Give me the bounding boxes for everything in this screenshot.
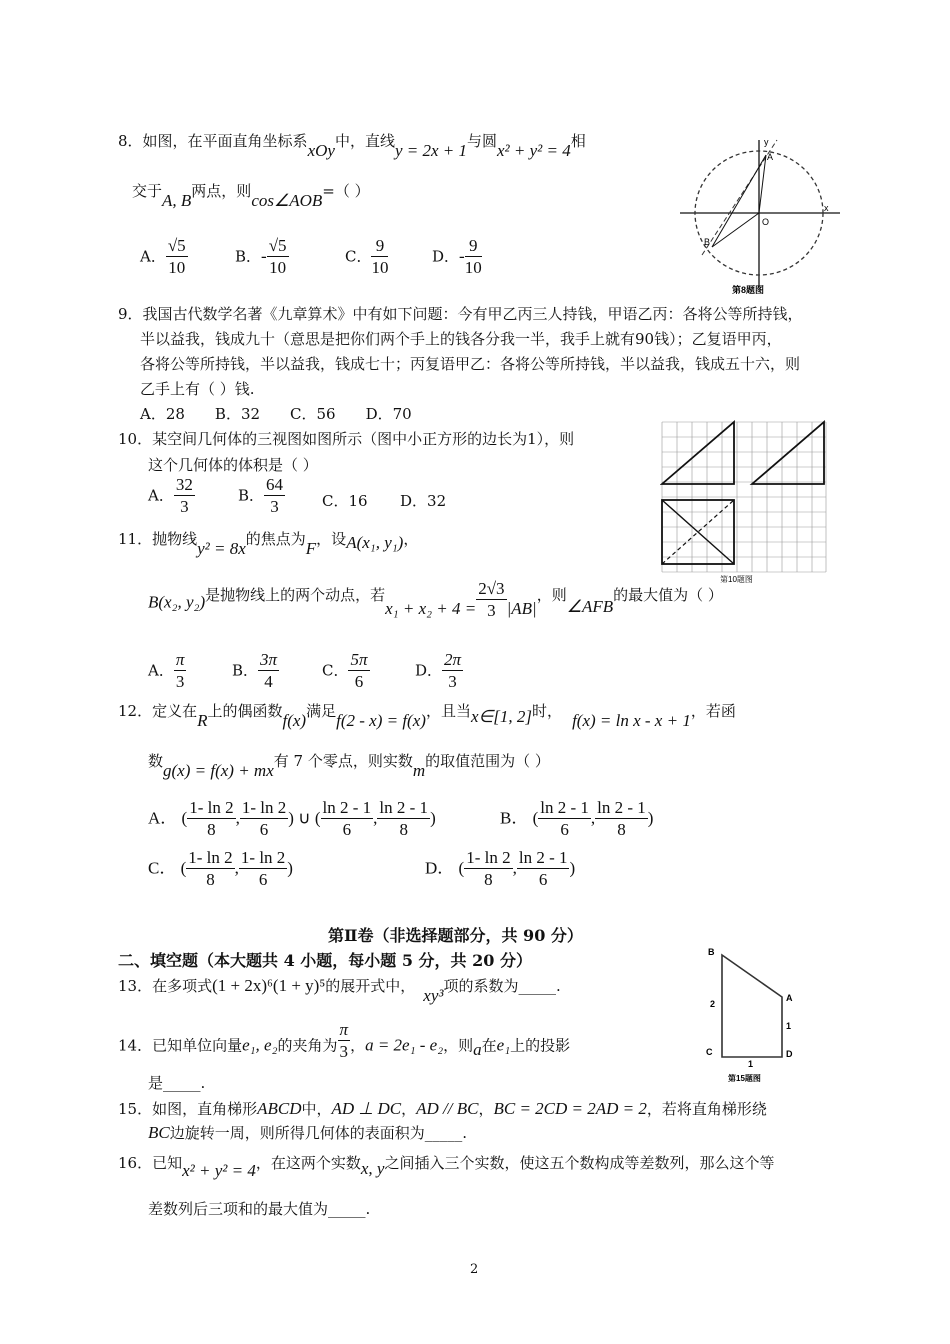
- q12-text: 数: [148, 752, 164, 770]
- q12-math: f(x): [282, 711, 307, 730]
- q8-option: [235, 236, 289, 279]
- frac-num: 2π: [444, 650, 462, 669]
- q11-text: ，则: [536, 585, 567, 604]
- q11-text: 的最大值为（ ）: [613, 585, 723, 604]
- q8-math-circle: x² + y² = 4: [497, 141, 571, 160]
- q15-text: ，若将直角梯形绕: [646, 1100, 767, 1118]
- q10-option-d: D．32: [400, 492, 447, 510]
- paren: ): [288, 808, 294, 828]
- label-1: 1: [786, 1021, 792, 1031]
- frac-num: π: [175, 650, 185, 669]
- figure-caption: 第8题图: [732, 285, 765, 295]
- frac-num: 1- ln 2: [241, 798, 287, 817]
- label-a: A: [786, 993, 793, 1003]
- frac-den: 4: [264, 672, 273, 691]
- comma: ,: [234, 858, 239, 878]
- q8-option: [140, 236, 188, 279]
- label-b: B: [704, 237, 711, 247]
- frac-num: 2√3: [478, 579, 505, 598]
- q8-math-ab: A, B: [162, 191, 192, 210]
- q12-text: ，且当: [425, 702, 471, 720]
- q12-math: f(2 - x) = f(x): [336, 711, 426, 730]
- q8-math-cos: cos∠AOB: [251, 191, 323, 210]
- q11-math: ∠AFB: [566, 596, 614, 616]
- q14-text: ，: [350, 1036, 366, 1055]
- q16-math: x² + y² = 4: [182, 1161, 256, 1180]
- frac-num: 32: [175, 475, 193, 494]
- front-view: [662, 422, 734, 484]
- label-x: x: [824, 203, 829, 213]
- figure-q15: [700, 935, 810, 1085]
- frac-num: 5π: [350, 650, 368, 669]
- frac-den: 3: [448, 672, 457, 691]
- frac-num: ln 2 - 1: [322, 798, 372, 817]
- q12-option-d: [425, 848, 575, 891]
- option-label: D．: [432, 247, 460, 266]
- option-label: A．: [140, 247, 166, 266]
- q12-math: R: [197, 711, 208, 730]
- figure-q8: [672, 135, 842, 295]
- q15-text: 15．如图，直角梯形: [118, 1100, 258, 1118]
- q12-math: m: [412, 761, 426, 780]
- q8-line1: [118, 130, 586, 160]
- frac-den: 8: [484, 870, 493, 889]
- paren: ): [287, 858, 293, 878]
- frac-den: 3: [339, 1042, 349, 1061]
- oa-segment: [759, 155, 766, 213]
- q11-line2: [148, 579, 723, 622]
- q14-math: a = 2e₁ - e₂: [365, 1035, 444, 1055]
- frac-num: √5: [268, 236, 287, 255]
- frac-den: 3: [180, 497, 189, 516]
- q8-option: [432, 236, 482, 279]
- frac-num: ln 2 - 1: [518, 848, 568, 867]
- q14-math: e₁: [496, 1035, 511, 1055]
- label-y: y: [764, 137, 769, 147]
- q10-text: [118, 426, 574, 478]
- comma: ,: [590, 808, 596, 828]
- option-label: B．: [235, 247, 262, 266]
- q12-math: f(x) = ln x - x + 1: [572, 711, 691, 730]
- q11-line1: [118, 528, 419, 558]
- frac-den: 3: [487, 601, 496, 620]
- q12-text: 满足: [306, 702, 337, 720]
- q13-text: 13．在多项式: [118, 977, 213, 995]
- q15-math: BC = 2CD = 2AD = 2: [493, 1099, 647, 1118]
- paren: (: [314, 808, 321, 828]
- q12-text: 有 7 个零点，则实数: [273, 752, 413, 770]
- q15-text: 中，: [301, 1100, 332, 1118]
- label-c: C: [706, 1047, 713, 1057]
- q14-text: ，则: [443, 1036, 474, 1055]
- comma: ,: [512, 858, 517, 878]
- frac-den: 8: [399, 820, 408, 839]
- q16-math: x, y: [360, 1159, 385, 1178]
- ob-segment: [712, 213, 759, 247]
- q15-text: 边旋转一周，则所得几何体的表面积为_____.: [169, 1124, 468, 1142]
- option-label: A．: [148, 486, 174, 505]
- frac-den: 6: [259, 820, 269, 839]
- frac-den: 10: [464, 258, 482, 277]
- frac-den: 8: [206, 870, 215, 889]
- q15-line1: [118, 1098, 767, 1119]
- q10-line: 10．某空间几何体的三视图如图所示（图中小正方形的边长为1），则: [118, 430, 575, 448]
- q16-text: 之间插入三个实数，使这五个数构成等差数列，那么这个等: [384, 1154, 775, 1172]
- q11-math: |AB|: [506, 598, 537, 618]
- paren: (: [180, 858, 187, 878]
- label-1: 1: [748, 1059, 754, 1069]
- q12-text: 12．定义在: [118, 702, 198, 720]
- paren: ): [430, 808, 436, 828]
- q12-text: 上的偶函数: [207, 702, 283, 720]
- label-o: O: [762, 217, 770, 227]
- frac-den: 8: [207, 820, 216, 839]
- trapezoid: [722, 955, 782, 1057]
- q15-text: ，: [401, 1100, 417, 1118]
- option-label: C．: [345, 247, 372, 266]
- option-label: D．: [415, 661, 443, 680]
- frac-den: 8: [617, 820, 626, 839]
- q10-option-c: C．16: [322, 492, 368, 510]
- frac-den: 10: [371, 258, 389, 277]
- q11-option: [232, 650, 279, 693]
- frac-num: ln 2 - 1: [379, 798, 429, 817]
- q14-text: 14．已知单位向量: [118, 1036, 243, 1055]
- frac-den: 6: [258, 870, 268, 889]
- q11-math: F: [305, 539, 317, 558]
- paren: (: [181, 808, 188, 828]
- q14-math: a: [473, 1039, 482, 1059]
- frac-num: ln 2 - 1: [540, 798, 589, 817]
- q16-line2: 差数列后三项和的最大值为_____.: [148, 1200, 371, 1218]
- q15-text: ，: [478, 1100, 494, 1118]
- paren: ): [647, 808, 654, 828]
- part-title: 第Ⅱ卷（非选择题部分，共 90 分）: [328, 926, 583, 945]
- q14-line1: [118, 1020, 571, 1063]
- q13-math: xy³: [423, 986, 444, 1005]
- q8-option: [345, 236, 388, 279]
- q13-text: 项的系数为_____.: [443, 977, 561, 995]
- q13-text: 的展开式中，: [325, 977, 416, 995]
- q15-math: AD ⊥ DC: [331, 1099, 402, 1118]
- q12-math: g(x) = f(x) + mx: [163, 761, 274, 780]
- frac-den: 6: [342, 820, 352, 839]
- q11-math: B(x₂, y₂): [148, 592, 206, 612]
- page-number: 2: [470, 1262, 479, 1277]
- frac-den: 10: [269, 258, 287, 277]
- q13: [118, 975, 561, 1005]
- q13-math: (1 + 2x)⁶(1 + y)⁵: [212, 976, 326, 995]
- q8-line2: [132, 180, 370, 210]
- option-label: A．: [148, 661, 174, 680]
- q11-math: x₁ + x₂ + 4 =: [385, 598, 477, 618]
- paren: (: [458, 858, 465, 878]
- comma: ,: [373, 808, 378, 828]
- q9-options: A．28 B．32 C．56 D．70: [140, 405, 412, 423]
- q14-line2: 是_____.: [148, 1074, 206, 1092]
- q9-text: [118, 302, 803, 427]
- q12-option-c: [148, 848, 293, 891]
- q15-math: ABCD: [257, 1099, 302, 1118]
- label-2: 2: [710, 999, 716, 1009]
- q11-math: A(x₁, y₁): [346, 533, 404, 552]
- frac-num: √5: [167, 236, 186, 255]
- q9-line: 半以益我，钱成九十（意思是把你们两个手上的钱各分我一半，我手上就有90钱）；乙复语甲丙，: [140, 330, 782, 348]
- frac-den: 3: [270, 497, 279, 516]
- option-label: C．: [322, 661, 349, 680]
- frac-num: 1- ln 2: [189, 798, 234, 817]
- q15-math: BC: [148, 1123, 170, 1142]
- q11-text: 11．抛物线: [118, 530, 198, 548]
- q8-math-line: y = 2x + 1: [394, 141, 467, 160]
- frac-num: 9: [371, 236, 388, 257]
- q15-math: AD // BC: [416, 1099, 479, 1118]
- q11-text: ，: [403, 530, 419, 548]
- q11-math: y² = 8x: [197, 539, 246, 558]
- option-label: B．: [232, 661, 259, 680]
- q11-text: 的焦点为: [245, 530, 306, 548]
- frac-den: 10: [168, 258, 186, 277]
- q14-math: e₁, e₂: [242, 1035, 278, 1055]
- q10-option-a: [148, 475, 195, 518]
- label-a: A: [767, 152, 774, 162]
- q12-option-a: [148, 798, 436, 841]
- question-number: 8．: [118, 132, 143, 150]
- frac-num: π: [339, 1020, 349, 1039]
- frac-den: 3: [175, 672, 185, 691]
- q10-option-b: [238, 475, 285, 518]
- q14-text: 在: [481, 1036, 497, 1055]
- frac-num: 1- ln 2: [240, 848, 286, 867]
- figure-caption: 第10题图: [720, 575, 753, 584]
- q11-option: [148, 650, 186, 693]
- figure-q10: [660, 420, 830, 585]
- side-view: [752, 422, 824, 484]
- comma: ,: [235, 808, 240, 828]
- frac-num: 1- ln 2: [188, 848, 233, 867]
- q12-math: x∈[1, 2]: [470, 707, 533, 726]
- q11-text: ，设: [316, 530, 347, 548]
- paren: ): [569, 858, 576, 878]
- figure-caption: 第15题图: [728, 1074, 761, 1083]
- q11-text: 是抛物线上的两个动点，若: [205, 585, 386, 604]
- q8-math-xoy: xOy: [307, 141, 335, 160]
- q9-line: 各将公等所持钱，半以益我，钱成七十；丙复语甲乙：各将公等所持钱，半以益我，钱成五十六，则: [140, 355, 801, 373]
- q8-text: =（ ）: [322, 182, 370, 200]
- chord-ab: [712, 155, 766, 247]
- minus-sign: -: [459, 246, 465, 266]
- q14-text: 的夹角为: [277, 1036, 338, 1055]
- q8-text: 两点，则: [191, 182, 252, 200]
- union: ∪: [298, 808, 311, 828]
- q16-line1: [118, 1152, 775, 1180]
- section-title: 二、填空题（本大题共 4 小题，每小题 5 分，共 20 分）: [118, 951, 532, 970]
- q11-option: [415, 650, 463, 693]
- q12-text: 时，: [532, 702, 563, 720]
- q12-line2: [148, 750, 550, 780]
- frac-den: 6: [354, 672, 364, 691]
- frac-den: 6: [560, 820, 569, 839]
- q9-line: 乙手上有（ ）钱.: [140, 380, 255, 398]
- q14-text: 上的投影: [510, 1036, 571, 1055]
- q11-option: [322, 650, 370, 693]
- q15-line2: [148, 1122, 467, 1143]
- option-label: A．: [148, 808, 178, 828]
- frac-num: 64: [266, 475, 284, 494]
- q8-text: 中，直线: [334, 132, 395, 150]
- option-label: B．: [500, 808, 529, 828]
- q9-line: 9．我国古代数学名著《九章算术》中有如下问题：今有甲乙丙三人持钱，甲语乙丙：各将公等所持钱，: [118, 305, 803, 323]
- paren: (: [532, 808, 539, 828]
- frac-num: 9: [465, 236, 482, 257]
- label-d: D: [786, 1049, 793, 1059]
- option-label: B．: [238, 486, 265, 505]
- q12-text: ，若函: [690, 702, 736, 720]
- q8-text: 如图，在平面直角坐标系: [142, 132, 308, 150]
- label-b: B: [708, 947, 715, 957]
- q12-text: 的取值范围为（ ）: [425, 752, 550, 770]
- frac-num: ln 2 - 1: [597, 798, 646, 817]
- q10-line: 这个几何体的体积是（ ）: [148, 456, 318, 474]
- q16-text: 16．已知: [118, 1154, 183, 1172]
- q12-option-b: [500, 798, 653, 841]
- frac-den: 6: [538, 870, 548, 889]
- q16-text: ，在这两个实数: [255, 1154, 361, 1172]
- q8-text: 相: [570, 132, 586, 150]
- frac-num: 3π: [260, 650, 278, 669]
- option-label: D．: [425, 858, 455, 878]
- q12-line1: [118, 700, 736, 730]
- q8-text: 交于: [132, 182, 163, 200]
- q8-text: 与圆: [467, 132, 498, 150]
- minus-sign: -: [261, 246, 267, 266]
- frac-num: 1- ln 2: [466, 848, 511, 867]
- option-label: C．: [148, 858, 177, 878]
